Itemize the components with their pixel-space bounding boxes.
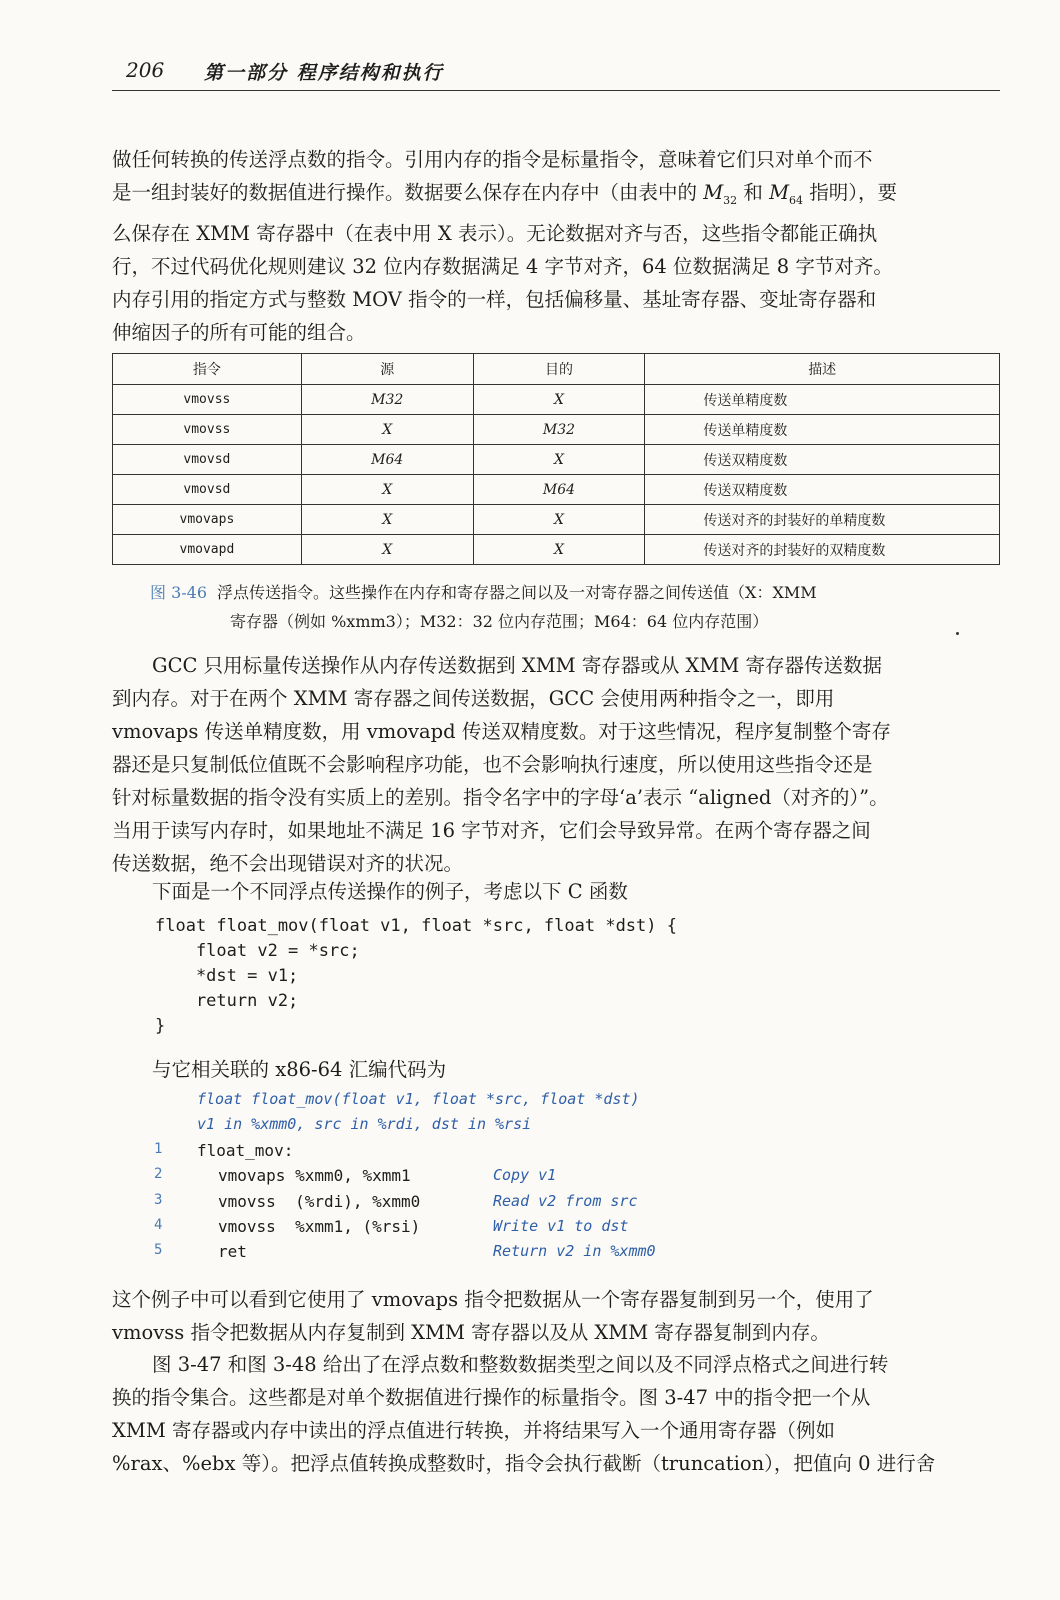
table-row bbox=[113, 385, 1000, 415]
desc-cell: 传送对齐的封装好的单精度数 bbox=[645, 505, 1000, 535]
dst-cell: X bbox=[473, 385, 645, 415]
text-line: 图 3-47 和图 3-48 给出了在浮点数和整数数据类型之间以及不同浮点格式之间进行转 bbox=[152, 1353, 889, 1376]
speck bbox=[956, 632, 959, 635]
asm-comment: Write v1 to dst bbox=[493, 1216, 629, 1235]
src-cell: X bbox=[301, 415, 473, 445]
assembly-listing bbox=[150, 1090, 656, 1268]
text-line: 伸缩因子的所有可能的组合。 bbox=[112, 320, 366, 344]
asm-comment: Copy v1 bbox=[493, 1166, 557, 1185]
line-number: 2 bbox=[154, 1166, 163, 1183]
paragraph-example-summary bbox=[112, 1283, 1000, 1349]
instr-cell: vmovaps bbox=[113, 505, 302, 535]
text-line: 这个例子中可以看到它使用了 vmovaps 指令把数据从一个寄存器复制到另一个，使用了 bbox=[112, 1288, 874, 1311]
float-move-instruction-table bbox=[112, 353, 1000, 565]
paragraph-gcc bbox=[112, 649, 1000, 682]
header-cell: 描述 bbox=[645, 354, 1000, 385]
line-number: 4 bbox=[154, 1216, 163, 1233]
desc-cell: 传送单精度数 bbox=[645, 385, 1000, 415]
asm-comment: Read v2 from src bbox=[493, 1191, 638, 1210]
text-line: 行，不过代码优化规则建议 32 位内存数据满足 4 字节对齐，64 位数据满足 8 字节对齐。 bbox=[112, 254, 893, 278]
src-cell: X bbox=[301, 505, 473, 535]
paragraph-intro bbox=[112, 143, 1000, 349]
src-cell: X bbox=[301, 535, 473, 565]
table-header-row bbox=[113, 354, 1000, 385]
instr-cell: vmovsd bbox=[113, 475, 302, 505]
asm-line bbox=[150, 1166, 557, 1191]
paragraph-gcc-cont bbox=[112, 682, 1000, 880]
line-number: 3 bbox=[154, 1191, 163, 1208]
asm-line bbox=[150, 1216, 629, 1242]
figure-caption bbox=[150, 578, 970, 636]
instr-cell: vmovsd bbox=[113, 445, 302, 475]
header-cell: 目的 bbox=[473, 354, 645, 385]
text-line: 么保存在 XMM 寄存器中（在表中用 X 表示）。无论数据对齐与否，这些指令都能正确执 bbox=[112, 221, 878, 245]
c-code-block: float float_mov(float v1, float *src, float *dst) { float v2 = *src; *dst = v1; return v2; } bbox=[155, 916, 677, 1036]
asm-code: ret bbox=[218, 1242, 247, 1262]
asm-code: float_mov: bbox=[197, 1140, 294, 1160]
asm-code: vmovaps %xmm0, %xmm1 bbox=[218, 1166, 411, 1186]
table-row bbox=[113, 445, 1000, 475]
caption-line: 寄存器（例如 %xmm3）；M32：32 位内存范围；M64：64 位内存范围） bbox=[230, 612, 769, 631]
text-line: GCC 只用标量传送操作从内存传送数据到 XMM 寄存器或从 XMM 寄存器传送数据 bbox=[152, 654, 883, 677]
src-cell: M32 bbox=[301, 385, 473, 415]
asm-comment: v1 in %xmm0, src in %rdi, dst in %rsi bbox=[197, 1115, 532, 1134]
table-row bbox=[113, 415, 1000, 445]
running-title: 第一部分 程序结构和执行 bbox=[204, 62, 444, 84]
text-line: XMM 寄存器或内存中读出的浮点值进行转换，并将结果写入一个通用寄存器（例如 bbox=[112, 1419, 836, 1442]
header-cell: 源 bbox=[301, 354, 473, 385]
header-cell: 指令 bbox=[113, 354, 302, 385]
line-number: 1 bbox=[154, 1140, 163, 1157]
text-line: 内存引用的指定方式与整数 MOV 指令的一样，包括偏移量、基址寄存器、变址寄存器和 bbox=[112, 287, 877, 311]
paragraph-conversion bbox=[112, 1348, 1000, 1381]
text-line: vmovaps 传送单精度数，用 vmovapd 传送双精度数。对于这些情况，程序复制整个寄存 bbox=[112, 720, 891, 743]
src-cell: X bbox=[301, 475, 473, 505]
text-line: 换的指令集合。这些都是对单个数据值进行操作的标量指令。图 3-47 中的指令把一个从 bbox=[112, 1386, 871, 1409]
dst-cell: M32 bbox=[473, 415, 645, 445]
asm-line bbox=[150, 1191, 638, 1217]
instr-cell: vmovss bbox=[113, 385, 302, 415]
asm-comment-row bbox=[150, 1115, 532, 1140]
text-line: %rax、%ebx 等）。把浮点值转换成整数时，指令会执行截断（truncation），把值向 0 进行舍 bbox=[112, 1452, 936, 1475]
text-line: 传送数据，绝不会出现错误对齐的状况。 bbox=[112, 852, 464, 875]
text-line: 做任何转换的传送浮点数的指令。引用内存的指令是标量指令，意味着它们只对单个而不 bbox=[112, 148, 873, 171]
dst-cell: X bbox=[473, 445, 645, 475]
table-row bbox=[113, 535, 1000, 565]
src-cell: M64 bbox=[301, 445, 473, 475]
asm-code: vmovss %xmm1, (%rsi) bbox=[218, 1216, 421, 1236]
text-line: 到内存。对于在两个 XMM 寄存器之间传送数据，GCC 会使用两种指令之一，即用 bbox=[112, 687, 835, 710]
desc-cell: 传送对齐的封装好的双精度数 bbox=[645, 535, 1000, 565]
text-line: vmovss 指令把数据从内存复制到 XMM 寄存器以及从 XMM 寄存器复制到内存。 bbox=[112, 1321, 830, 1344]
page-header bbox=[112, 54, 1000, 91]
line-number: 5 bbox=[154, 1242, 163, 1259]
page-number: 206 bbox=[126, 58, 165, 82]
table-row bbox=[113, 475, 1000, 505]
dst-cell: X bbox=[473, 505, 645, 535]
dst-cell: M64 bbox=[473, 475, 645, 505]
text-line: 当用于读写内存时，如果地址不满足 16 字节对齐，它们会导致异常。在两个寄存器之间 bbox=[112, 819, 871, 842]
text-line: 是一组封装好的数据值进行操作。数据要么保存在内存中（由表中的 $M_{32}$ 和 $M_{64}$ 指明），要 bbox=[112, 181, 897, 207]
text-line: 器还是只复制低位值既不会影响程序功能，也不会影响执行速度，所以使用这些指令还是 bbox=[112, 753, 873, 776]
paragraph-example-intro: 下面是一个不同浮点传送操作的例子，考虑以下 C 函数 bbox=[152, 880, 628, 903]
asm-code: vmovss (%rdi), %xmm0 bbox=[218, 1191, 421, 1211]
asm-comment: float float_mov(float v1, float *src, float *dst) bbox=[197, 1090, 640, 1108]
desc-cell: 传送双精度数 bbox=[645, 445, 1000, 475]
paragraph-asm-intro: 与它相关联的 x86-64 汇编代码为 bbox=[152, 1058, 447, 1081]
instr-cell: vmovapd bbox=[113, 535, 302, 565]
desc-cell: 传送双精度数 bbox=[645, 475, 1000, 505]
instr-cell: vmovss bbox=[113, 415, 302, 445]
asm-line bbox=[150, 1242, 656, 1267]
paragraph-conversion-cont bbox=[112, 1381, 1000, 1480]
asm-comment: Return v2 in %xmm0 bbox=[493, 1242, 656, 1261]
text-line: 针对标量数据的指令没有实质上的差别。指令名字中的字母‘a’表示 “aligned（对齐的）”。 bbox=[112, 786, 889, 809]
table-row bbox=[113, 505, 1000, 535]
desc-cell: 传送单精度数 bbox=[645, 415, 1000, 445]
dst-cell: X bbox=[473, 535, 645, 565]
caption-line: 浮点传送指令。这些操作在内存和寄存器之间以及一对寄存器之间传送值（X：XMM bbox=[217, 583, 817, 602]
asm-line bbox=[150, 1140, 294, 1166]
asm-comment-row bbox=[150, 1090, 640, 1115]
figure-number: 图 3-46 bbox=[150, 583, 208, 602]
